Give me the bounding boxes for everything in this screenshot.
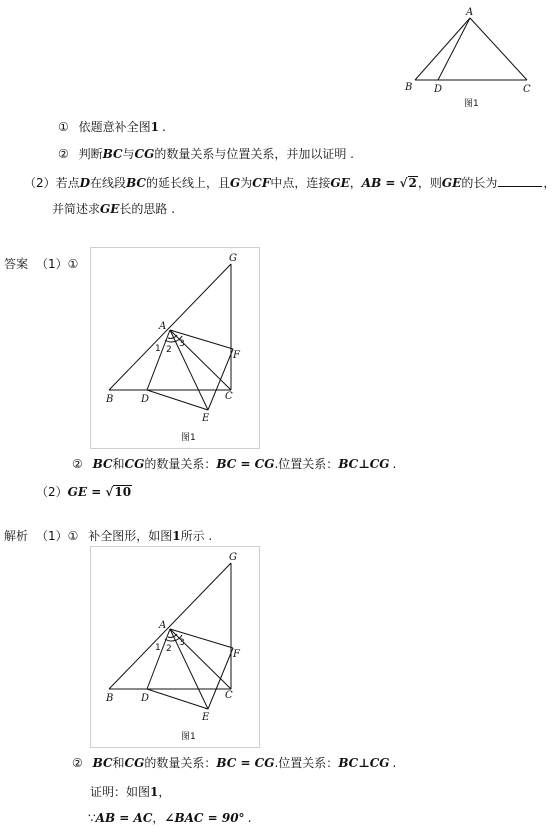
analysis-figure-box: [90, 546, 260, 748]
answer-figure: [91, 248, 259, 448]
question-2: （2）若点D在线段BC的延长线上，且G为CF中点，连接GE，AB = √2，则GE的长为 ，: [24, 176, 555, 190]
point-label-b: B: [106, 693, 114, 704]
question-1-sub-1: ① 依题意补全图1 .: [58, 120, 166, 134]
answer-blank: [498, 174, 542, 187]
segment-ac: [470, 18, 527, 80]
point-label-a: A: [159, 620, 167, 631]
point-label-b: B: [405, 82, 413, 93]
point-label-d: D: [141, 394, 150, 405]
point-label-d: D: [434, 84, 443, 95]
point-label-g: G: [229, 552, 237, 563]
figure-caption: 图1: [181, 433, 196, 443]
angle-label-1: 1: [155, 643, 161, 653]
figure-caption: 图1: [464, 99, 479, 109]
angle-label-2: 2: [166, 644, 172, 654]
segment-bg: [109, 563, 231, 689]
point-label-f: F: [233, 350, 240, 361]
segment-bg: [109, 264, 231, 390]
analysis-intro: （1）① 补全图形，如图1所示 .: [36, 529, 213, 543]
segment-ae: [170, 629, 208, 709]
answer-label: 答案: [4, 257, 29, 271]
point-label-c: C: [225, 690, 233, 701]
top-triangle-figure: [398, 4, 538, 108]
point-label-a: A: [159, 321, 167, 332]
answer-part-1-label: （1）①: [36, 257, 79, 271]
point-label-f: F: [233, 649, 240, 660]
analysis-figure: [91, 547, 259, 747]
question-1-sub-2: ② 判断BC与CG的数量关系与位置关系，并加以证明 .: [58, 147, 354, 161]
segment-de: [147, 689, 208, 709]
point-label-e: E: [202, 712, 210, 723]
point-label-c: C: [523, 84, 531, 95]
angle-label-2: 2: [166, 345, 172, 355]
analysis-label: 解析: [4, 529, 29, 543]
angle-label-3: 3: [179, 638, 185, 648]
point-label-d: D: [141, 693, 150, 704]
answer-figure-box: [90, 247, 260, 449]
segment-de: [147, 390, 208, 410]
point-label-a: A: [466, 7, 474, 18]
figure-caption: 图1: [181, 732, 196, 742]
answer-part-2: （2）GE = √10: [36, 485, 132, 499]
point-label-e: E: [202, 413, 210, 424]
segment-ae: [170, 330, 208, 410]
point-label-g: G: [229, 253, 237, 264]
point-label-c: C: [225, 391, 233, 402]
analysis-proof-condition: ∵AB = AC，∠BAC = 90° .: [88, 811, 252, 825]
analysis-proof-intro: 证明：如图1，: [90, 785, 171, 799]
question-2-line-2: 并简述求GE长的思路 .: [52, 202, 176, 216]
angle-label-3: 3: [179, 339, 185, 349]
point-label-b: B: [106, 394, 114, 405]
angle-label-1: 1: [155, 344, 161, 354]
analysis-sub-2: ② BC和CG的数量关系：BC = CG.位置关系：BC⊥CG .: [72, 756, 397, 770]
answer-sub-2: ② BC和CG的数量关系：BC = CG.位置关系：BC⊥CG .: [72, 457, 397, 471]
